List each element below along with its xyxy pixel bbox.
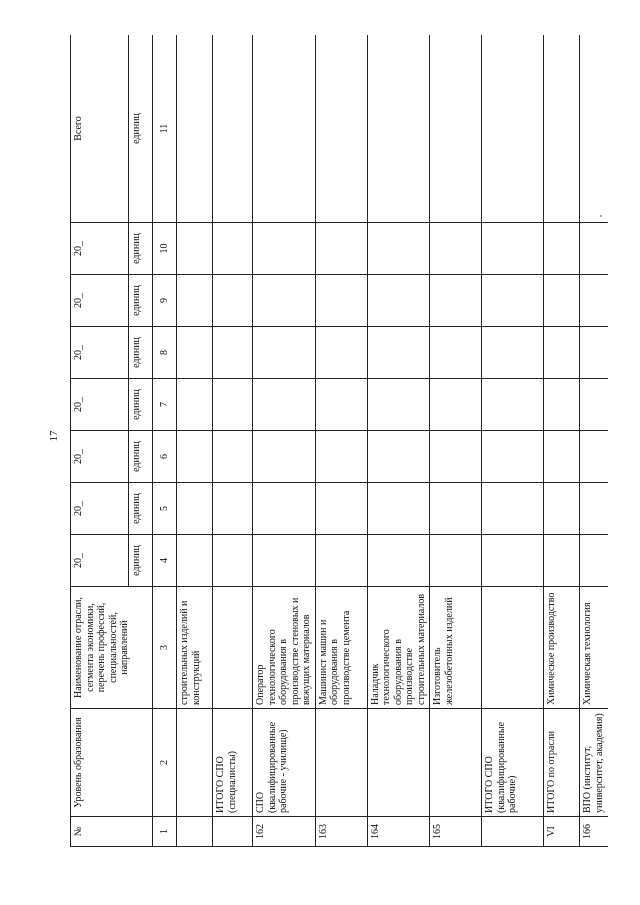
row-value-cell xyxy=(253,327,316,379)
row-value-cell xyxy=(367,431,430,483)
row-level-cell: СПО (квалифицированные рабочие - училище) xyxy=(253,709,316,817)
row-value-cell xyxy=(482,275,544,327)
row-value-cell xyxy=(213,483,253,535)
column-number: 7 xyxy=(153,379,177,431)
table-stage xyxy=(70,35,608,847)
header-period: 20_ xyxy=(71,431,129,483)
header-period: 20_ xyxy=(71,379,129,431)
row-value-cell xyxy=(482,535,544,587)
column-number: 3 xyxy=(153,587,177,709)
header-period: 20_ xyxy=(71,275,129,327)
data-table xyxy=(70,35,608,847)
column-number-row xyxy=(153,35,177,847)
row-name-cell: Изготовитель железобетонных изделий xyxy=(430,587,482,709)
row-value-cell xyxy=(544,275,580,327)
row-value-cell xyxy=(177,327,213,379)
row-value-cell xyxy=(315,223,367,275)
row-value-cell xyxy=(430,35,482,223)
table-row xyxy=(253,35,316,847)
row-value-cell xyxy=(177,431,213,483)
header-unit: единиц xyxy=(129,275,153,327)
header-unit: единиц xyxy=(129,35,153,223)
table-row xyxy=(430,35,482,847)
row-level-cell: ВПО (институт, университет, академия) xyxy=(580,709,609,817)
row-name-cell: Химическое производство xyxy=(544,587,580,709)
header-total: Всего xyxy=(71,35,129,223)
row-value-cell xyxy=(580,379,609,431)
row-level-cell xyxy=(177,709,213,817)
row-number-cell: 163 xyxy=(315,817,367,847)
column-number: 8 xyxy=(153,327,177,379)
table-row xyxy=(482,35,544,847)
row-level-cell xyxy=(315,709,367,817)
column-number: 2 xyxy=(153,709,177,817)
row-value-cell xyxy=(213,535,253,587)
row-value-cell xyxy=(213,35,253,223)
row-value-cell xyxy=(580,535,609,587)
row-value-cell xyxy=(544,535,580,587)
row-value-cell xyxy=(315,431,367,483)
row-value-cell xyxy=(177,275,213,327)
column-number: 10 xyxy=(153,223,177,275)
row-number-cell xyxy=(482,817,544,847)
header-name: Наименование отрасли, сегмента экономики, перечень профессий, специальностей, направлений xyxy=(71,587,153,709)
row-value-cell xyxy=(580,483,609,535)
row-value-cell xyxy=(213,379,253,431)
row-value-cell xyxy=(253,535,316,587)
column-number: 5 xyxy=(153,483,177,535)
row-name-cell: Наладчик технологического оборудования в производстве строительных материалов xyxy=(367,587,430,709)
row-value-cell xyxy=(482,327,544,379)
table-row xyxy=(544,35,580,847)
row-value-cell xyxy=(315,483,367,535)
row-value-cell xyxy=(482,431,544,483)
row-value-cell xyxy=(177,35,213,223)
row-value-cell xyxy=(430,535,482,587)
row-value-cell xyxy=(253,223,316,275)
table-row xyxy=(177,35,213,847)
row-value-cell xyxy=(367,483,430,535)
column-number: 4 xyxy=(153,535,177,587)
row-level-cell xyxy=(430,709,482,817)
row-value-cell xyxy=(213,223,253,275)
header-unit: единиц xyxy=(129,327,153,379)
column-number: 1 xyxy=(153,817,177,847)
row-value-cell xyxy=(177,483,213,535)
row-value-cell xyxy=(315,379,367,431)
header-row-periods xyxy=(71,35,129,847)
row-value-cell xyxy=(580,223,609,275)
row-value-cell xyxy=(580,275,609,327)
row-value-cell xyxy=(544,223,580,275)
header-unit: единиц xyxy=(129,379,153,431)
column-number: 6 xyxy=(153,431,177,483)
row-value-cell xyxy=(430,431,482,483)
row-value-cell xyxy=(580,431,609,483)
table-row xyxy=(580,35,609,847)
row-name-cell xyxy=(213,587,253,709)
row-value-cell xyxy=(177,223,213,275)
row-value-cell xyxy=(213,431,253,483)
row-value-cell xyxy=(580,327,609,379)
row-value-cell xyxy=(367,327,430,379)
row-value-cell xyxy=(544,431,580,483)
row-number-cell: 164 xyxy=(367,817,430,847)
header-unit: единиц xyxy=(129,431,153,483)
row-name-cell xyxy=(482,587,544,709)
row-value-cell xyxy=(367,275,430,327)
header-level: Уровень образования xyxy=(71,709,153,817)
row-level-cell xyxy=(367,709,430,817)
row-value-cell xyxy=(315,35,367,223)
row-value-cell xyxy=(253,275,316,327)
table-row xyxy=(315,35,367,847)
rotated-table-container xyxy=(70,35,608,847)
row-number-cell: 166 xyxy=(580,817,609,847)
row-value-cell xyxy=(253,431,316,483)
row-number-cell: VI xyxy=(544,817,580,847)
row-value-cell xyxy=(430,275,482,327)
row-value-cell xyxy=(482,35,544,223)
row-value-cell xyxy=(430,327,482,379)
row-value-cell xyxy=(482,223,544,275)
header-unit: единиц xyxy=(129,223,153,275)
row-level-cell: ИТОГО СПО (специалисты) xyxy=(213,709,253,817)
table-row xyxy=(213,35,253,847)
row-value-cell xyxy=(544,379,580,431)
row-name-cell: строительных изделий и конструкций xyxy=(177,587,213,709)
column-number: 11 xyxy=(153,35,177,223)
header-period: 20_ xyxy=(71,483,129,535)
row-value-cell xyxy=(367,35,430,223)
table-body xyxy=(177,35,609,847)
row-number-cell: 162 xyxy=(253,817,316,847)
header-unit: единиц xyxy=(129,535,153,587)
row-value-cell xyxy=(253,35,316,223)
row-value-cell xyxy=(213,327,253,379)
row-level-cell: ИТОГО СПО (квалифицированные рабочие) xyxy=(482,709,544,817)
row-value-cell xyxy=(544,483,580,535)
row-value-cell xyxy=(367,379,430,431)
row-value-cell xyxy=(544,327,580,379)
row-value-cell xyxy=(315,535,367,587)
header-num: № xyxy=(71,817,153,847)
row-value-cell xyxy=(367,223,430,275)
column-number: 9 xyxy=(153,275,177,327)
row-value-cell xyxy=(544,35,580,223)
page-number: 17 xyxy=(48,430,60,442)
row-value-cell xyxy=(580,35,609,223)
table-row xyxy=(367,35,430,847)
row-value-cell xyxy=(430,223,482,275)
row-name-cell: Машинист машин и оборудования в производстве цемента xyxy=(315,587,367,709)
row-value-cell xyxy=(430,483,482,535)
header-period: 20_ xyxy=(71,535,129,587)
row-value-cell xyxy=(177,535,213,587)
row-level-cell: ИТОГО по отрасли xyxy=(544,709,580,817)
header-period: 20_ xyxy=(71,327,129,379)
header-period: 20_ xyxy=(71,223,129,275)
row-name-cell: Оператор технологического оборудования в производстве стеновых и вяжущих материалов xyxy=(253,587,316,709)
row-value-cell xyxy=(177,379,213,431)
row-value-cell xyxy=(315,327,367,379)
row-value-cell xyxy=(253,379,316,431)
row-value-cell xyxy=(367,535,430,587)
row-value-cell xyxy=(482,483,544,535)
row-number-cell: 165 xyxy=(430,817,482,847)
row-name-cell: Химическая технология xyxy=(580,587,609,709)
row-value-cell xyxy=(253,483,316,535)
row-number-cell xyxy=(177,817,213,847)
row-value-cell xyxy=(213,275,253,327)
header-unit: единиц xyxy=(129,483,153,535)
row-value-cell xyxy=(430,379,482,431)
row-value-cell xyxy=(482,379,544,431)
row-value-cell xyxy=(315,275,367,327)
row-number-cell xyxy=(213,817,253,847)
